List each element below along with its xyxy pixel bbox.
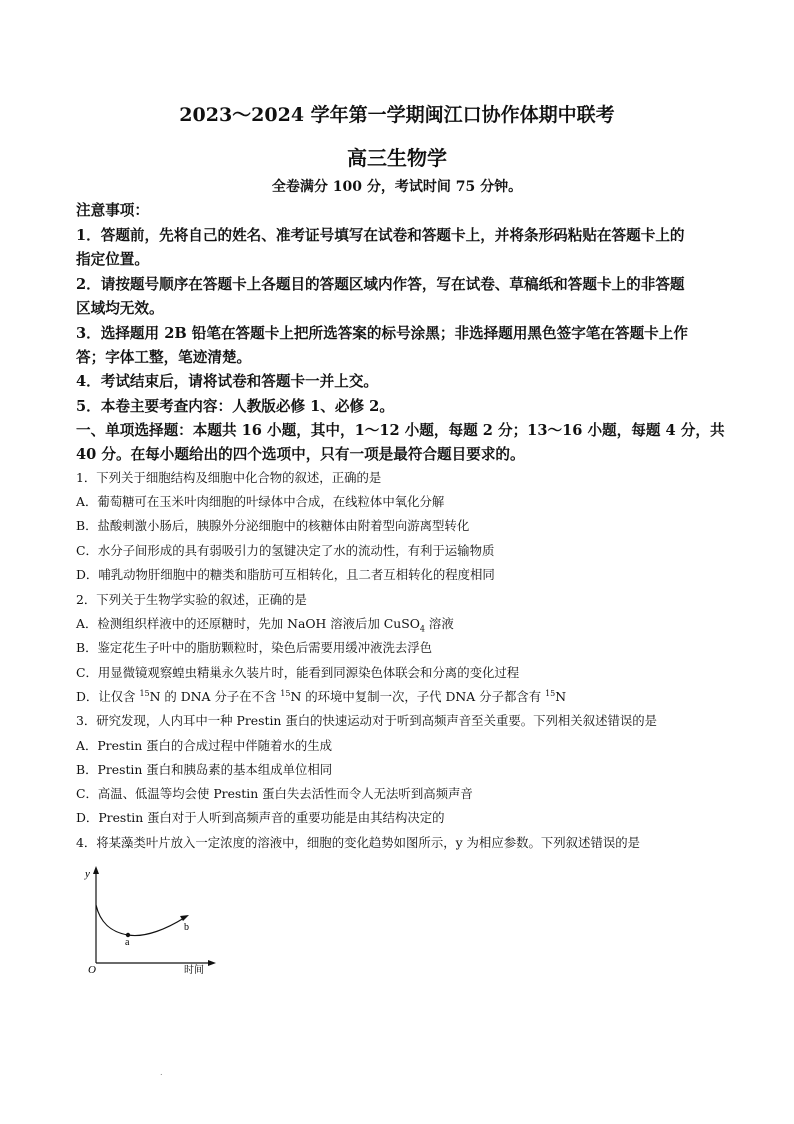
subject-title: 高三生物学 xyxy=(347,146,447,170)
section-heading-line2: 40 分。在每小题给出的四个选项中，只有一项是最符合题目要求的。 xyxy=(76,446,525,463)
q2-option-b: B．鉴定花生子叶中的脂肪颗粒时，染色后需要用缓冲液洗去浮色 xyxy=(76,640,433,655)
point-a-label: a xyxy=(125,937,130,948)
q2-option-d xyxy=(76,687,726,705)
notice-item-2b: 区域均无效。 xyxy=(76,300,164,317)
q2-d-part1: D．让仅含 xyxy=(76,689,140,704)
q3-option-b: B．Prestin 蛋白和胰岛素的基本组成单位相同 xyxy=(76,762,333,777)
q3-stem: 3．研究发现，人内耳中一种 Prestin 蛋白的快速运动对于听到高频声音至关重要。下列相关叙述错误的是 xyxy=(76,713,658,728)
q3-option-a: A．Prestin 蛋白的合成过程中伴随着水的生成 xyxy=(76,738,333,753)
x-axis-label: 时间 xyxy=(184,965,204,976)
q2-option-a xyxy=(76,614,726,632)
notice-item-4: 4．考试结束后，请将试卷和答题卡一并上交。 xyxy=(76,373,379,390)
notice-item-5: 5．本卷主要考查内容：人教版必修 1、必修 2。 xyxy=(76,398,394,415)
point-b-label: b xyxy=(184,922,189,933)
q2-d-sup2: 15 xyxy=(280,688,291,698)
q2-option-a-text: A．检测组织样液中的还原糖时，先加 NaOH 溶液后加 CuSO xyxy=(76,616,420,631)
notice-item-2a: 2．请按题号顺序在答题卡上各题目的答题区域内作答，写在试卷、草稿纸和答题卡上的非答题 xyxy=(76,276,685,293)
q2-option-a-tail: 溶液 xyxy=(424,616,454,631)
q3-option-c: C．高温、低温等均会使 Prestin 蛋白失去活性而令人无法听到高频声音 xyxy=(76,786,473,801)
q1-option-d: D．哺乳动物肝细胞中的糖类和脂肪可互相转化，且二者互相转化的程度相同 xyxy=(76,567,495,582)
exam-title: 2023～2024 学年第一学期闽江口协作体期中联考 xyxy=(179,104,615,126)
q2-stem: 2．下列关于生物学实验的叙述，正确的是 xyxy=(76,592,307,607)
q2-d-sup1: 15 xyxy=(139,688,150,698)
x-axis-arrow xyxy=(208,960,216,966)
y-axis-label: y xyxy=(85,868,90,880)
notice-item-1b: 指定位置。 xyxy=(76,251,149,268)
q1-stem: 1．下列关于细胞结构及细胞中化合物的叙述，正确的是 xyxy=(76,470,382,485)
q2-d-part3: N 的环境中复制一次，子代 DNA 分子都含有 xyxy=(290,689,546,704)
q1-option-c: C．水分子间形成的具有弱吸引力的氢键决定了水的流动性，有利于运输物质 xyxy=(76,543,495,558)
notice-item-1a: 1．答题前，先将自己的姓名、准考证号填写在试卷和答题卡上，并将条形码粘贴在答题卡上的 xyxy=(76,227,685,244)
q4-stem: 4．将某藻类叶片放入一定浓度的溶液中，细胞的变化趋势如图所示，y 为相应参数。下列叙述错误的是 xyxy=(76,835,641,850)
footer-mark: . xyxy=(160,1068,163,1077)
q1-option-a: A．葡萄糖可在玉米叶肉细胞的叶绿体中合成，在线粒体中氧化分解 xyxy=(76,494,445,509)
origin-label: O xyxy=(88,964,96,976)
exam-info: 全卷满分 100 分，考试时间 75 分钟。 xyxy=(271,179,523,195)
notice-item-3a: 3．选择题用 2B 铅笔在答题卡上把所选答案的标号涂黑；非选择题用黑色签字笔在答题卡上作 xyxy=(76,325,688,342)
trend-curve xyxy=(96,905,184,936)
section-heading-line1: 一、单项选择题：本题共 16 小题，其中，1～12 小题，每题 2 分；13～16 小题，每题 4 分，共 xyxy=(76,422,725,439)
q1-option-b: B．盐酸刺激小肠后，胰腺外分泌细胞中的核糖体由附着型向游离型转化 xyxy=(76,518,470,533)
q2-d-part2: N 的 DNA 分子在不含 xyxy=(149,689,281,704)
q3-option-d: D．Prestin 蛋白对于人听到高频声音的重要功能是由其结构决定的 xyxy=(76,810,445,825)
q2-option-a-subscript: 4 xyxy=(419,624,425,634)
notice-heading: 注意事项： xyxy=(76,202,149,219)
y-axis-arrow xyxy=(93,866,99,874)
q2-d-sup3: 15 xyxy=(545,688,556,698)
q2-option-c: C．用显微镜观察蝗虫精巢永久装片时，能看到同源染色体联会和分离的变化过程 xyxy=(76,665,520,680)
q4-figure xyxy=(76,860,226,985)
notice-item-3b: 答；字体工整，笔迹清楚。 xyxy=(76,349,252,366)
q2-d-part4: N xyxy=(555,689,567,704)
